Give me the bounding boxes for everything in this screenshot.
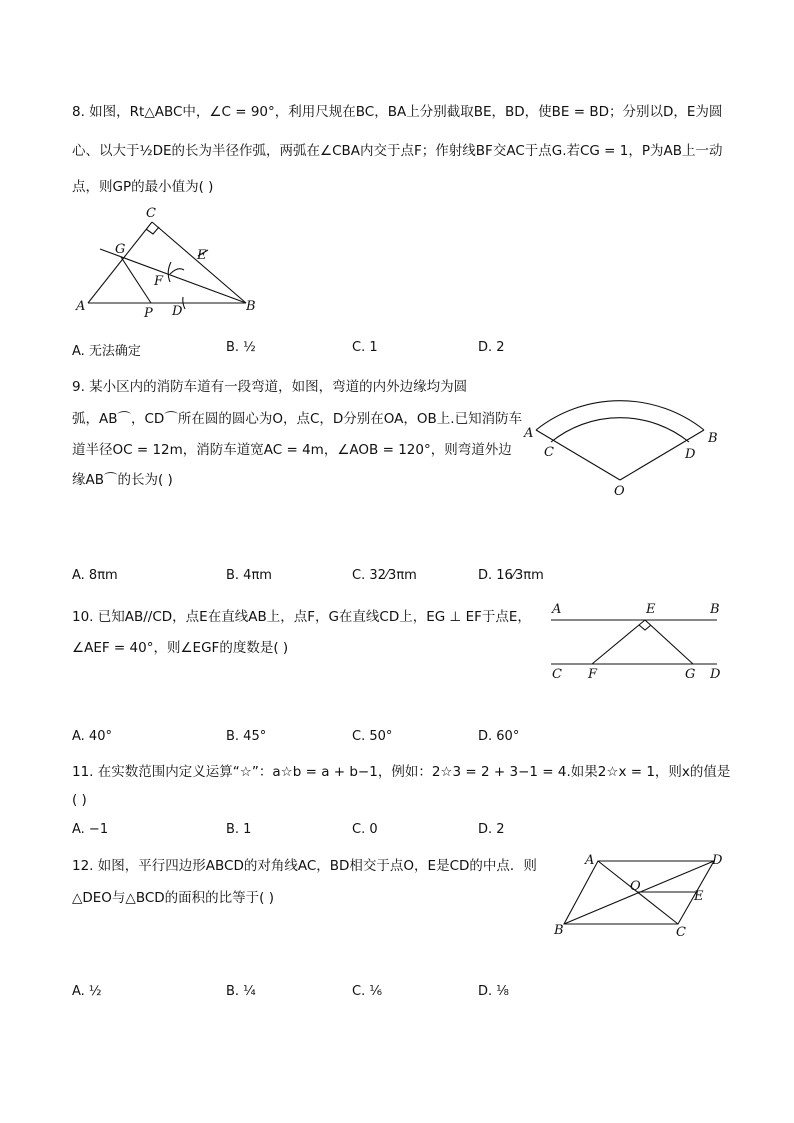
q10-line-1: 10. 已知AB//CD，点E在直线AB上，点F，G在直线CD上，EG ⊥ EF于点E， (72, 609, 531, 625)
q8-label-F: F (154, 274, 164, 289)
q8-option-a: A. 无法确定 (72, 344, 141, 359)
q8-option-d: D. 2 (478, 340, 505, 355)
q10-label-F: F (588, 667, 598, 682)
q9-option-c: C. 32⁄3πm (352, 568, 417, 583)
q8-label-A: A (76, 299, 86, 314)
q12-figure (548, 848, 728, 940)
q10-option-c: C. 50° (352, 729, 393, 744)
q9-option-a: A. 8πm (72, 568, 118, 583)
q9-label-D: D (685, 447, 696, 462)
q8-label-B: B (246, 299, 256, 314)
q10-label-G: G (685, 667, 696, 682)
q9-label-B: B (708, 431, 718, 446)
q9-label-C: C (544, 445, 554, 460)
q8-label-E: E (197, 248, 207, 263)
q8-option-b: B. ½ (226, 340, 256, 355)
q10-label-C: C (552, 667, 562, 682)
q10-label-B: B (710, 602, 720, 617)
q8-label-G: G (115, 242, 126, 257)
q12-option-c: C. ⅙ (352, 984, 382, 999)
q10-line-2: ∠AEF = 40°，则∠EGF的度数是( ) (72, 640, 289, 656)
q9-line-4: 缘AB⌒的长为( ) (72, 472, 173, 488)
q11-line-2: ( ) (72, 792, 87, 808)
q12-label-C: C (676, 925, 686, 940)
q11-option-c: C. 0 (352, 822, 378, 837)
q12-option-d: D. ⅛ (478, 984, 509, 999)
q12-label-B: B (554, 923, 564, 938)
q8-line-1: 8. 如图，Rt△ABC中，∠C = 90°，利用尺规在BC，BA上分别截取BE，BD，使BE = BD；分别以D，E为圆 (72, 104, 723, 120)
q9-label-A: A (524, 426, 534, 441)
q12-label-A: A (585, 853, 595, 868)
q12-option-b: B. ¼ (226, 984, 256, 999)
q9-line-3: 道半径OC = 12m，消防车道宽AC = 4m，∠AOB = 120°，则弯道外边 (72, 442, 512, 458)
q8-line-3: 点，则GP的最小值为( ) (72, 179, 214, 195)
q8-line-2: 心、以大于½DE的长为半径作弧，两弧在∠CBA内交于点F；作射线BF交AC于点G.若CG = 1，P为AB上一动 (72, 143, 723, 159)
q8-figure (70, 200, 270, 325)
q12-label-E: E (694, 889, 704, 904)
q8-label-P: P (144, 306, 153, 321)
q9-label-O: O (614, 484, 625, 499)
q12-label-O: O (630, 879, 641, 894)
q12-line-1: 12. 如图，平行四边形ABCD的对角线AC，BD相交于点O，E是CD的中点．则 (72, 858, 537, 874)
q10-label-E: E (646, 602, 656, 617)
q10-option-d: D. 60° (478, 729, 520, 744)
q8-label-C: C (146, 206, 156, 221)
q9-figure (518, 370, 728, 500)
q11-option-b: B. 1 (226, 822, 252, 837)
q12-label-D: D (712, 853, 723, 868)
q8-option-c: C. 1 (352, 340, 378, 355)
q10-label-A: A (552, 602, 562, 617)
q12-option-a: A. ½ (72, 984, 102, 999)
q10-option-b: B. 45° (226, 729, 267, 744)
q9-line-1: 9. 某小区内的消防车道有一段弯道，如图，弯道的内外边缘均为圆 (72, 379, 468, 395)
q11-option-a: A. −1 (72, 822, 109, 837)
q11-line-1: 11. 在实数范围内定义运算“☆”：a☆b = a + b−1，例如：2☆3 = 2 + 3−1 = 4.如果2☆x = 1，则x的值是 (72, 764, 731, 780)
q9-line-2: 弧，AB⌒，CD⌒所在圆的圆心为O，点C，D分别在OA，OB上.已知消防车 (72, 411, 523, 427)
q9-option-d: D. 16⁄3πm (478, 568, 544, 583)
q11-option-d: D. 2 (478, 822, 505, 837)
q8-label-D: D (172, 304, 183, 319)
q10-label-D: D (710, 667, 721, 682)
q10-option-a: A. 40° (72, 729, 112, 744)
q12-line-2: △DEO与△BCD的面积的比等于( ) (72, 890, 274, 906)
q10-figure (545, 598, 725, 686)
q9-option-b: B. 4πm (226, 568, 272, 583)
